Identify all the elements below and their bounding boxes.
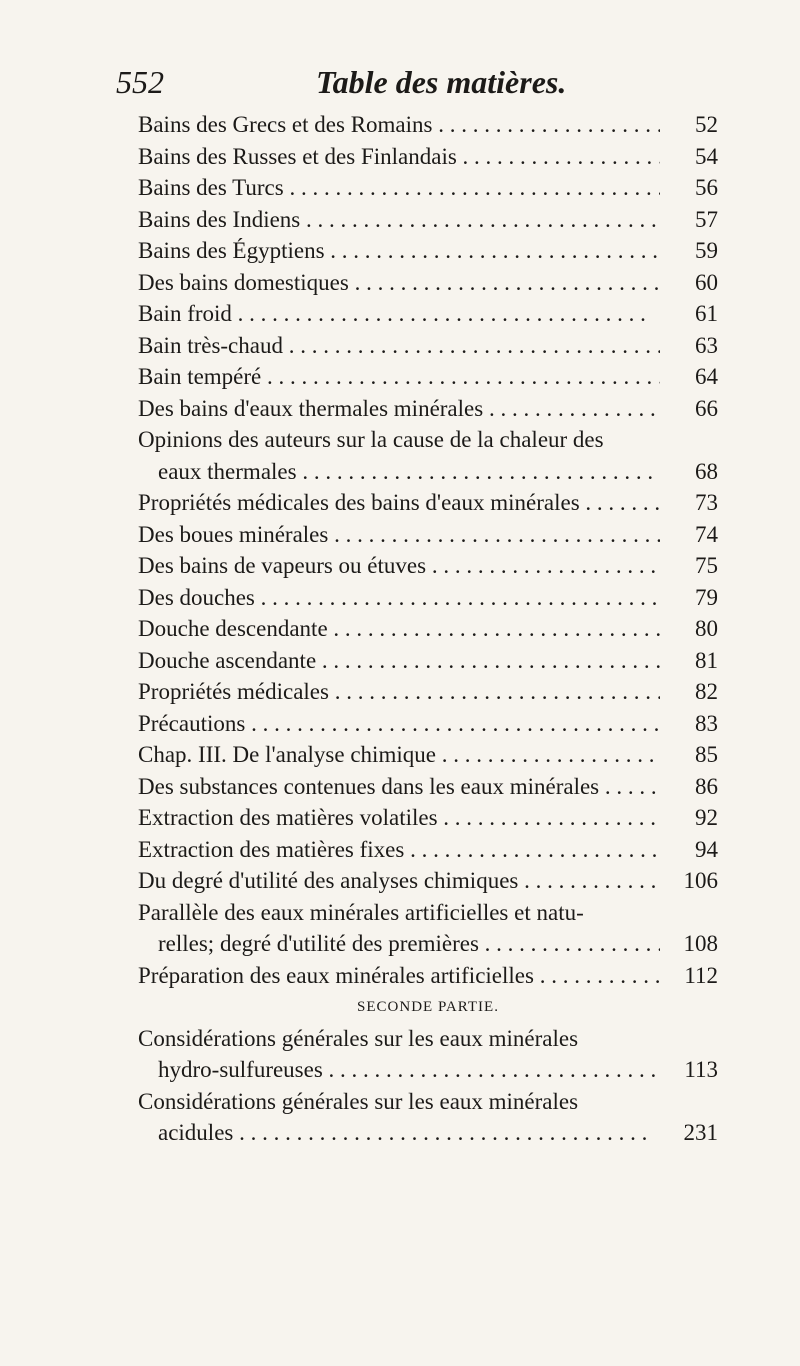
toc-entry: Des boues minérales . . . 74 — [138, 516, 718, 548]
toc-entry: Bain très-chaud . . . 63 — [138, 327, 718, 359]
page-header — [116, 64, 716, 104]
toc-entry: Considérations générales sur les eaux minérales — [138, 1025, 579, 1051]
toc-entry: Des bains domestiques . . . 60 — [138, 264, 718, 296]
page-title: Table des matières. — [316, 64, 567, 100]
toc-entry: relles; degré d'utilité des premières . . . 108 — [138, 925, 718, 957]
toc-entry: Douche descendante . . . 80 — [138, 610, 718, 642]
toc-entry: Des substances contenues dans les eaux minérales . . . 86 — [138, 768, 718, 800]
toc-entry: Extraction des matières fixes . . . 94 — [138, 831, 718, 863]
toc-entry: eaux thermales . . . 68 — [138, 453, 718, 485]
toc-entry: Propriétés médicales des bains d'eaux minérales . . . 73 — [138, 484, 718, 516]
toc-entry: Bains des Grecs et des Romains . . . 52 — [138, 106, 718, 138]
toc-entry: Bains des Russes et des Finlandais . . . 54 — [138, 138, 718, 170]
toc-entry: Bains des Turcs . . . 56 — [138, 169, 718, 201]
toc-entry: Des bains de vapeurs ou étuves . . . 75 — [138, 547, 718, 579]
section-heading: SECONDE PARTIE. — [357, 999, 499, 1015]
toc-entry: Bain tempéré . . . 64 — [138, 358, 718, 390]
toc-entry: Bains des Indiens . . . 57 — [138, 201, 718, 233]
toc-entry: Bain froid . . . 61 — [138, 295, 718, 327]
toc-entry: hydro-sulfureuses . . . 113 — [138, 1051, 718, 1083]
toc-entry: Des douches . . . 79 — [138, 579, 718, 611]
toc-entry: Du degré d'utilité des analyses chimiques . . . 106 — [138, 862, 718, 894]
table-of-contents — [138, 106, 718, 1146]
toc-entry: Bains des Égyptiens . . . 59 — [138, 232, 718, 264]
toc-entry: Considérations générales sur les eaux minérales — [138, 1088, 579, 1114]
toc-entry: Des bains d'eaux thermales minérales . . . 66 — [138, 390, 718, 422]
toc-entry: acidules . . . 231 — [138, 1114, 718, 1146]
toc-entry: Douche ascendante . . . 81 — [138, 642, 718, 674]
toc-entry: Préparation des eaux minérales artificielles . . . 112 — [138, 957, 718, 989]
toc-entry: Parallèle des eaux minérales artificielles et natu- — [138, 899, 584, 925]
toc-entry: Extraction des matières volatiles . . . 92 — [138, 799, 718, 831]
toc-entry: Propriétés médicales . . . 82 — [138, 673, 718, 705]
toc-entry: Précautions . . . 83 — [138, 705, 718, 737]
page-number: 552 — [116, 64, 164, 100]
toc-entry: Chap. III. De l'analyse chimique . . . 85 — [138, 736, 718, 768]
toc-entry: Opinions des auteurs sur la cause de la chaleur des — [138, 427, 604, 452]
